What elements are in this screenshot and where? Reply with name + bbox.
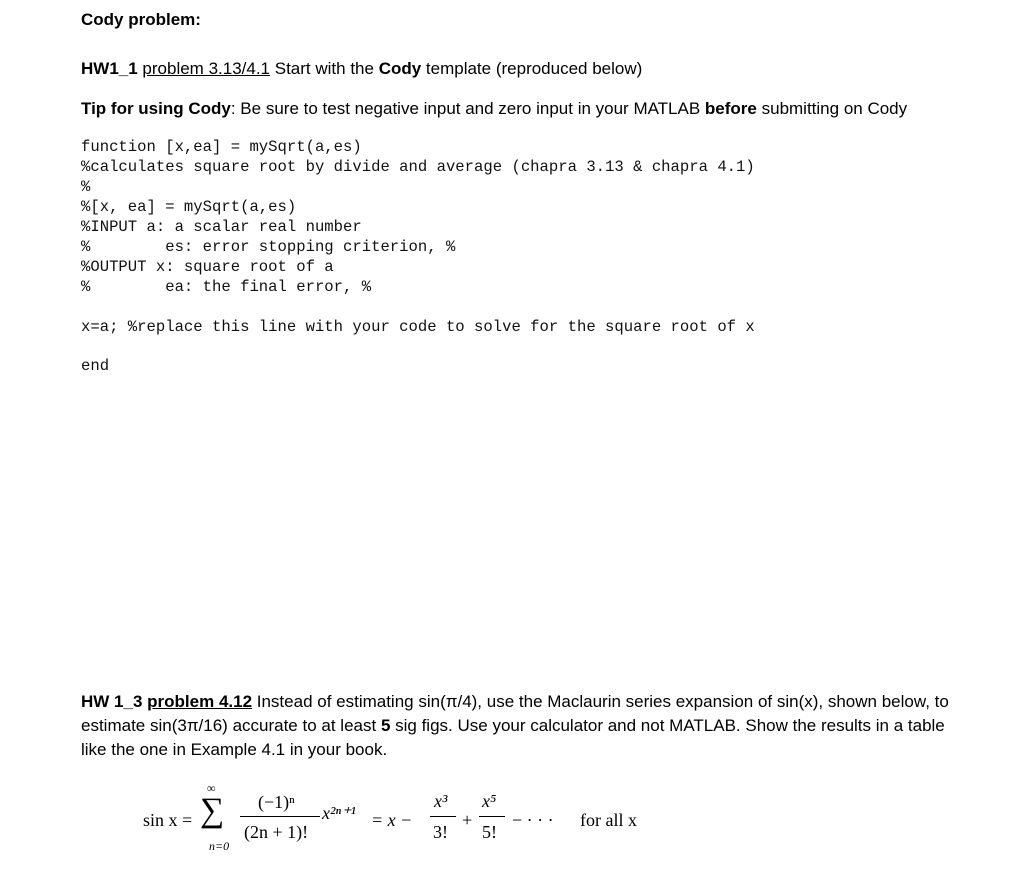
fraction2-denominator: 3! bbox=[433, 822, 448, 842]
hw1-problem-link[interactable]: problem 3.13/4.1 bbox=[142, 59, 271, 78]
hw1-cody: Cody bbox=[378, 59, 422, 78]
fraction3-bar bbox=[479, 816, 505, 817]
fraction1-denominator: (2n + 1)! bbox=[244, 822, 309, 842]
hw1-line bbox=[81, 59, 642, 79]
tip-text-b: submitting on Cody bbox=[756, 99, 908, 118]
code-line-10: x=a; %replace this line with your code to solve for the square root of x bbox=[81, 318, 755, 336]
hw3-label: HW 1_3 bbox=[81, 692, 143, 711]
hw1-text-a: Start with the bbox=[270, 59, 379, 78]
sum-lower-limit: n=0 bbox=[209, 839, 230, 853]
fraction3-denominator: 5! bbox=[482, 822, 497, 842]
sum-upper-limit: ∞ bbox=[207, 781, 216, 795]
fraction2-numerator: x³ bbox=[434, 791, 448, 811]
fraction1-bar bbox=[240, 816, 320, 817]
equals-x-minus: = x − bbox=[371, 810, 413, 830]
code-line-5: %INPUT a: a scalar real number bbox=[81, 218, 362, 236]
fraction3-numerator: x⁵ bbox=[482, 791, 497, 811]
hw3-five: 5 bbox=[380, 716, 391, 735]
hw1-text-b: template (reproduced below) bbox=[421, 59, 643, 78]
code-line-2: %calculates square root by divide and average (chapra 3.13 & chapra 4.1) bbox=[81, 158, 755, 176]
tip-text-a: : Be sure to test negative input and zero input in your MATLAB bbox=[230, 99, 705, 118]
plus-sign: + bbox=[462, 810, 473, 830]
code-line-12: end bbox=[81, 357, 110, 375]
sigma-symbol: ∑ bbox=[200, 792, 225, 829]
code-line-6: % es: error stopping criterion, % bbox=[81, 238, 456, 256]
code-line-3: % bbox=[81, 178, 91, 196]
page-title: Cody problem: bbox=[81, 10, 201, 29]
tip-before: before bbox=[704, 99, 757, 118]
code-line-7: %OUTPUT x: square root of a bbox=[81, 258, 334, 276]
fraction2-bar bbox=[430, 816, 456, 817]
series-tail: − · · · bbox=[512, 810, 554, 830]
tip-label: Tip for using Cody bbox=[81, 99, 231, 118]
hw3-problem-link[interactable]: problem 4.12 bbox=[147, 692, 253, 711]
code-line-8: % ea: the final error, % bbox=[81, 278, 372, 296]
code-line-1: function [x,ea] = mySqrt(a,es) bbox=[81, 138, 362, 156]
fraction1-numerator: (−1)ⁿ bbox=[258, 792, 295, 812]
tip-line bbox=[81, 99, 907, 119]
hw3-text-a: Instead of estimating sin(π/4), use the Maclaurin series expansion of sin(x), shown below, to estimate sin(3π/16) accurate to at least bbox=[81, 692, 949, 735]
code-line-4: %[x, ea] = mySqrt(a,es) bbox=[81, 198, 297, 216]
hw3-text-b: sig figs. Use your calculator and not MATLAB. Show the results in a table like the one in Example 4.1 in your book. bbox=[81, 716, 945, 759]
hw3-paragraph bbox=[81, 690, 961, 762]
formula-lhs: sin x = bbox=[143, 810, 193, 830]
formula-condition: for all x bbox=[580, 810, 637, 830]
hw1-label: HW1_1 bbox=[81, 59, 138, 78]
power-term: x²ⁿ⁺¹ bbox=[322, 803, 356, 823]
